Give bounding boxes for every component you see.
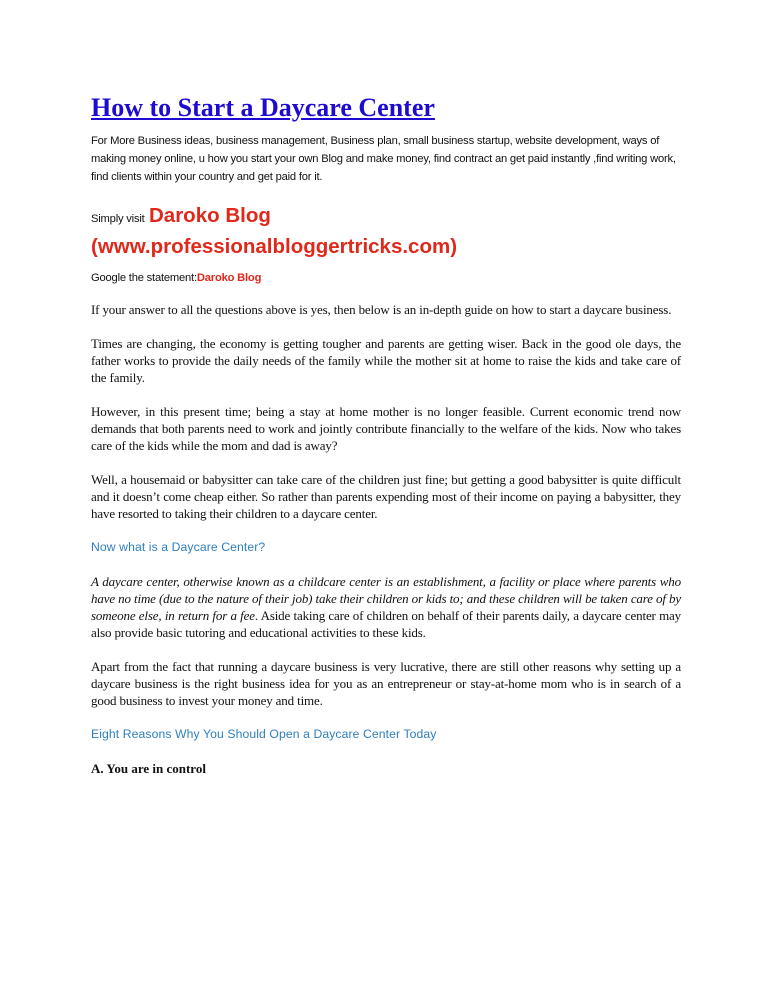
paragraph-6: Apart from the fact that running a daycare business is very lucrative, there are still other reasons why setting up a daycare business is the right business idea for you as an entrepreneur or stay-at-home mom who is in search of a good business to invest your money and time. xyxy=(91,659,681,708)
document-title[interactable]: How to Start a Daycare Center xyxy=(91,93,435,122)
paragraph-1: If your answer to all the questions above is yes, then below is an in-depth guide on how to start a daycare business. xyxy=(91,302,672,317)
document-content xyxy=(91,92,681,777)
visit-prefix: Simply visit xyxy=(91,213,145,225)
heading-eight-reasons: Eight Reasons Why You Should Open a Daycare Center Today xyxy=(91,727,437,741)
visit-line xyxy=(91,202,681,233)
paragraph-3: However, in this present time; being a stay at home mother is no longer feasible. Current economic trend now demands that both parents need to work and jointly contribute financially to the welfare of the kids. Now who takes care of the kids while the mom and dad is away? xyxy=(91,404,681,453)
google-prefix: Google the statement: xyxy=(91,272,197,284)
paragraph-5-italic: A daycare center, otherwise known as a childcare center is an establishment, a facility or place where parents who have no time (due to the nature of their job) take their children or kids to; and these children will be taken care of by someone else, in return for a fee xyxy=(91,574,681,623)
paragraph-2: Times are changing, the economy is getting tougher and parents are getting wiser. Back in the good ole days, the father works to provide the daily needs of the family while the mother sit at home to raise the kids and take care of the family. xyxy=(91,336,681,385)
subheading-a: A. You are in control xyxy=(91,761,206,776)
heading-what-is-daycare: Now what is a Daycare Center? xyxy=(91,540,266,554)
paragraph-4: Well, a housemaid or babysitter can take care of the children just fine; but getting a good babysitter is quite difficult and it doesn’t come cheap either. So rather than parents expending most of their income on paying a babysitter, they have resorted to taking their children to a daycare center. xyxy=(91,472,681,521)
paragraph-5-rest: . Aside taking care of children on behalf of their parents daily, a daycare center may also provide basic tutoring and educational activities to these kids. xyxy=(91,608,682,640)
intro-paragraph: For More Business ideas, business management, Business plan, small business startup, website development, ways of making money online, u how you start your own Blog and make money, find contract an get paid instantly ,find writing work, find clients within your country and get paid for it. xyxy=(91,135,676,183)
google-line xyxy=(91,269,681,287)
brand-name: Daroko Blog xyxy=(149,204,271,227)
paragraph-5 xyxy=(91,573,681,641)
google-brand: Daroko Blog xyxy=(196,272,262,284)
brand-url: (www.professionalbloggertricks.com) xyxy=(91,235,458,258)
